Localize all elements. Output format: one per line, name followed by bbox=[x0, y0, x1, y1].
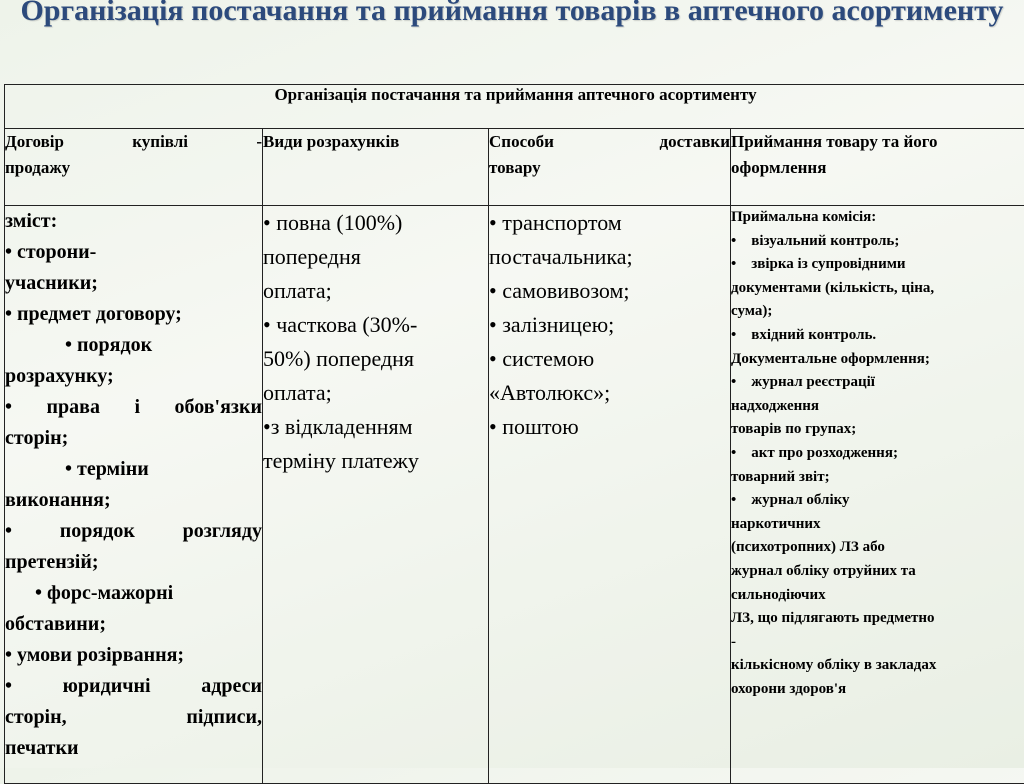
list-item: надходження bbox=[731, 395, 1024, 419]
list-item: • умови розірвання; bbox=[5, 640, 262, 671]
list-item: Приймальна комісія: bbox=[731, 206, 1024, 230]
list-item: • самовивозом; bbox=[489, 274, 730, 308]
list-item: • часткова (30%- bbox=[263, 308, 488, 342]
list-item: оплата; bbox=[263, 274, 488, 308]
list-item: Документальне оформлення; bbox=[731, 348, 1024, 372]
delivery-content-cell bbox=[489, 206, 731, 784]
list-item: • повна (100%) bbox=[263, 206, 488, 240]
acceptance-content-cell bbox=[731, 206, 1024, 784]
list-item: попередня bbox=[263, 240, 488, 274]
list-item: терміну платежу bbox=[263, 444, 488, 478]
header-cell-delivery bbox=[489, 129, 731, 206]
header-delivery-line1: Способи доставки bbox=[489, 129, 730, 155]
header-cell-acceptance bbox=[731, 129, 1024, 206]
list-item: сильнодіючих bbox=[731, 584, 1024, 608]
table-caption-cell bbox=[5, 85, 1024, 129]
list-item: • залізницею; bbox=[489, 308, 730, 342]
contract-content-cell bbox=[5, 206, 263, 784]
list-item: товарів по групах; bbox=[731, 418, 1024, 442]
list-item: • звірка із супровідними bbox=[731, 253, 1024, 277]
list-item: • вхідний контроль. bbox=[731, 324, 1024, 348]
list-item: постачальника; bbox=[489, 240, 730, 274]
list-item: •з відкладенням bbox=[263, 410, 488, 444]
list-item: товарний звіт; bbox=[731, 466, 1024, 490]
list-item: сторін, підписи, bbox=[5, 702, 262, 733]
list-item: охорони здоров'я bbox=[731, 678, 1024, 702]
list-item: • транспортом bbox=[489, 206, 730, 240]
list-item: документами (кількість, ціна, bbox=[731, 277, 1024, 301]
list-item: • акт про розходження; bbox=[731, 442, 1024, 466]
list-item: зміст: bbox=[5, 206, 262, 237]
list-item: сума); bbox=[731, 300, 1024, 324]
payments-content-cell bbox=[263, 206, 489, 784]
list-item: • поштою bbox=[489, 410, 730, 444]
table-caption-row bbox=[5, 85, 1024, 129]
list-item: 50%) попередня bbox=[263, 342, 488, 376]
list-item: • візуальний контроль; bbox=[731, 230, 1024, 254]
list-item: претензій; bbox=[5, 547, 262, 578]
list-item: (психотропних) ЛЗ або bbox=[731, 536, 1024, 560]
list-item: • журнал реєстрації bbox=[731, 371, 1024, 395]
header-cell-payments bbox=[263, 129, 489, 206]
list-item: • права і обов'язки bbox=[5, 392, 262, 423]
list-item: учасники; bbox=[5, 268, 262, 299]
list-item: • сторони- bbox=[5, 237, 262, 268]
list-item: • порядок розгляду bbox=[5, 516, 262, 547]
list-item: кількісному обліку в закладах bbox=[731, 654, 1024, 678]
list-item: - bbox=[731, 631, 1024, 655]
supply-table bbox=[4, 84, 1024, 784]
list-item: журнал обліку отруйних та bbox=[731, 560, 1024, 584]
header-delivery-line2: товару bbox=[489, 155, 730, 181]
list-item: «Автолюкс»; bbox=[489, 376, 730, 410]
list-item: • терміни bbox=[5, 454, 262, 485]
header-contract-line1: Договір купівлі - bbox=[5, 129, 262, 155]
list-item: • предмет договору; bbox=[5, 299, 262, 330]
list-item: ЛЗ, що підлягають предметно bbox=[731, 607, 1024, 631]
list-item: наркотичних bbox=[731, 513, 1024, 537]
table-body-row bbox=[5, 206, 1024, 784]
header-delivery-wrap bbox=[489, 129, 730, 181]
list-item: печатки bbox=[5, 733, 262, 764]
list-item: • порядок bbox=[5, 330, 262, 361]
list-item: обставини; bbox=[5, 609, 262, 640]
list-item: розрахунку; bbox=[5, 361, 262, 392]
list-item: • юридичні адреси bbox=[5, 671, 262, 702]
table-caption: Організація постачання та приймання аптечного асортименту bbox=[274, 85, 756, 104]
list-item: • системою bbox=[489, 342, 730, 376]
list-item: сторін; bbox=[5, 423, 262, 454]
header-contract-line2: продажу bbox=[5, 155, 262, 181]
header-payments: Види розрахунків bbox=[263, 129, 488, 155]
list-item: оплата; bbox=[263, 376, 488, 410]
list-item: виконання; bbox=[5, 485, 262, 516]
header-acceptance: Приймання товару та його оформлення bbox=[731, 129, 1024, 181]
slide-title: Організація постачання та приймання товарів в аптечного асортименту bbox=[0, 0, 1024, 30]
list-item: • форс-мажорні bbox=[5, 578, 262, 609]
table-header-row bbox=[5, 129, 1024, 206]
header-contract-wrap bbox=[5, 129, 262, 181]
list-item: • журнал обліку bbox=[731, 489, 1024, 513]
header-cell-contract bbox=[5, 129, 263, 206]
